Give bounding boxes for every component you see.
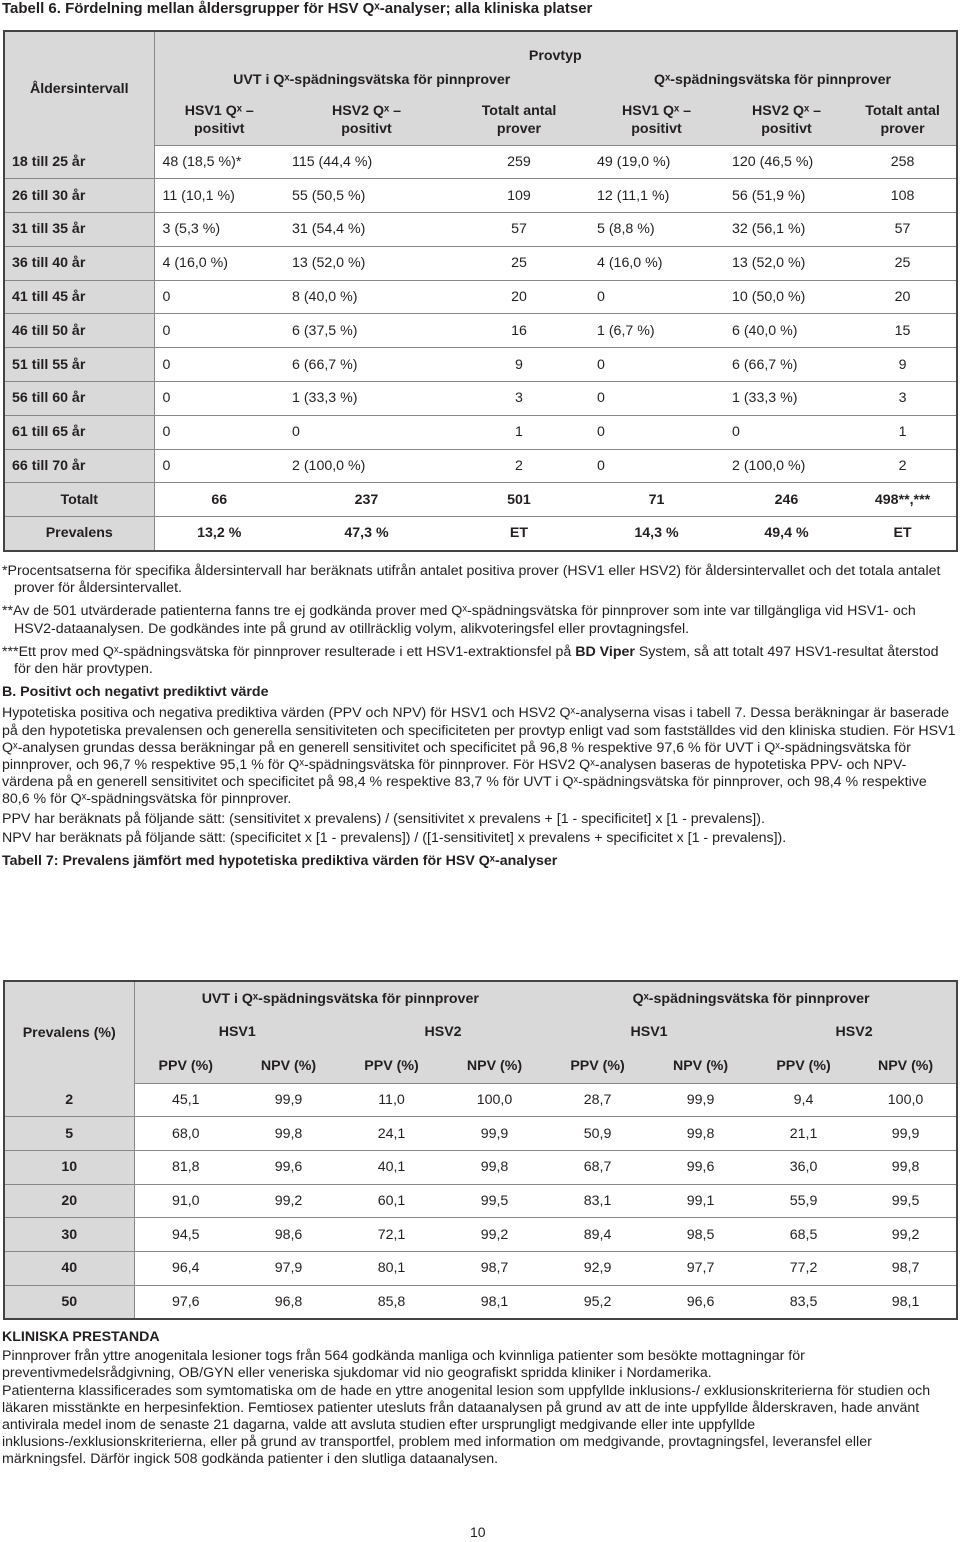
table-6-footnotes	[2, 563, 957, 870]
table-cell: 1	[449, 415, 589, 449]
col-hsv1-qx: HSV1 Qˣ – positivt	[589, 95, 724, 145]
table-cell: 4 (16,0 %)	[589, 246, 724, 280]
table-cell: 99,6	[237, 1150, 340, 1184]
row-label: 46 till 50 år	[4, 314, 154, 348]
table-row	[4, 517, 957, 551]
table-cell: 68,5	[752, 1218, 855, 1252]
table-cell: 108	[849, 179, 957, 213]
table-cell: 10 (50,0 %)	[724, 280, 849, 314]
age-interval-header: Åldersintervall	[4, 31, 154, 145]
col-total-qx: Totalt antal prover	[849, 95, 957, 145]
table-cell: 36,0	[752, 1150, 855, 1184]
table-cell: 91,0	[134, 1184, 237, 1218]
table-cell: 68,7	[546, 1150, 649, 1184]
table-cell: 14,3 %	[589, 517, 724, 551]
table-row	[4, 1184, 957, 1218]
table-cell: 0	[154, 280, 284, 314]
table-row	[4, 246, 957, 280]
table-cell: 99,6	[649, 1150, 752, 1184]
table-cell: 28,7	[546, 1083, 649, 1117]
table-cell: 60,1	[340, 1184, 443, 1218]
table-cell: 4 (16,0 %)	[154, 246, 284, 280]
table-cell: 6 (40,0 %)	[724, 314, 849, 348]
row-label: 56 till 60 år	[4, 382, 154, 416]
t7-uvt-header: UVT i Qˣ-spädningsvätska för pinnprover	[134, 981, 546, 1015]
page-title: Tabell 6. Fördelning mellan åldersgrupper för HSV Qˣ-analyser; alla kliniska platser	[2, 0, 593, 17]
table-cell: 80,1	[340, 1251, 443, 1285]
table-cell: 20	[449, 280, 589, 314]
table-cell: 57	[449, 213, 589, 247]
row-label: 66 till 70 år	[4, 449, 154, 483]
table-cell: 98,6	[237, 1218, 340, 1252]
table-cell: 6 (37,5 %)	[284, 314, 449, 348]
table-cell: 99,9	[237, 1083, 340, 1117]
table-cell: 99,8	[855, 1150, 957, 1184]
table-cell: 0	[154, 415, 284, 449]
table-cell: 259	[449, 145, 589, 179]
table-cell: 0	[589, 348, 724, 382]
table-cell: 1 (33,3 %)	[284, 382, 449, 416]
uvt-header: UVT i Qˣ-spädningsvätska för pinnprover	[154, 65, 589, 95]
table-cell: 9	[849, 348, 957, 382]
sample-type-header: Provtyp	[154, 31, 957, 65]
table-cell: 115 (44,4 %)	[284, 145, 449, 179]
row-label: 26 till 30 år	[4, 179, 154, 213]
table-cell: 99,9	[443, 1117, 546, 1151]
table-cell: 501	[449, 483, 589, 517]
table-cell: 11 (10,1 %)	[154, 179, 284, 213]
col-total-uvt: Totalt antal prover	[449, 95, 589, 145]
clinical-performance-section	[2, 1329, 957, 1469]
row-label: 18 till 25 år	[4, 145, 154, 179]
table-cell: 0	[589, 449, 724, 483]
table-cell: 57	[849, 213, 957, 247]
table-cell: 25	[849, 246, 957, 280]
table-cell: 25	[449, 246, 589, 280]
t7-hsv2-uvt: HSV2	[340, 1015, 546, 1049]
table-cell: 2 (100,0 %)	[724, 449, 849, 483]
table-cell: 55,9	[752, 1184, 855, 1218]
table-cell: 16	[449, 314, 589, 348]
table-cell: 99,5	[855, 1184, 957, 1218]
table-cell: 0	[154, 348, 284, 382]
table-cell: 83,5	[752, 1285, 855, 1319]
table-cell: 1 (33,3 %)	[724, 382, 849, 416]
table-cell: 1	[849, 415, 957, 449]
table-cell: 2	[849, 449, 957, 483]
table-cell: 71	[589, 483, 724, 517]
footnote-3: ***Ett prov med Qˣ-spädningsvätska för pinnprover resulterade i ett HSV1-extraktionsfel på BD Viper System, så att totalt 497 HSV1-resultat återstod för den här provtypen.	[2, 643, 939, 678]
prevalence-value: 30	[4, 1218, 134, 1252]
table-6-age-distribution	[3, 30, 958, 552]
table-cell: 13,2 %	[154, 517, 284, 551]
row-label: 36 till 40 år	[4, 246, 154, 280]
table-cell: 0	[589, 415, 724, 449]
table-cell: 8 (40,0 %)	[284, 280, 449, 314]
table-cell: 56 (51,9 %)	[724, 179, 849, 213]
table-cell: 66	[154, 483, 284, 517]
table-cell: 68,0	[134, 1117, 237, 1151]
table-cell: 97,7	[649, 1251, 752, 1285]
table-cell: 96,6	[649, 1285, 752, 1319]
footnote-1: *Procentsatserna för specifika åldersintervall har beräknats utifrån antalet positiva prover (HSV1 eller HSV2) för åldersintervallet och det totala antalet prover för åldersintervallet.	[2, 563, 941, 597]
t7-npv-header: NPV (%)	[237, 1049, 340, 1083]
table-cell: 98,7	[855, 1251, 957, 1285]
table-cell: 0	[154, 449, 284, 483]
table-row	[4, 314, 957, 348]
table-cell: 99,9	[649, 1083, 752, 1117]
footnote-2: **Av de 501 utvärderade patienterna fanns tre ej godkända prover med Qˣ-spädningsvätska för pinnprover som inte var tillgängliga vid HSV1- och HSV2-dataanalysen. De godkändes inte på grund av otillräcklig volym, alikvoteringsfel eller provtagningsfel.	[2, 603, 916, 637]
table-cell: 12 (11,1 %)	[589, 179, 724, 213]
section-b-paragraph: Hypotetiska positiva och negativa prediktiva värden (PPV och NPV) för HSV1 och HSV2 Qˣ-analyserna visas i tabell 7. Dessa beräkningar är baserade på den hypotetiska prevalensen och generella sensitiviteten och specificiteten per provtyp enligt vad som fastställdes vid den kliniska studien. För HSV1 Qˣ-analysen grundas dessa beräkningar på en generell sensitivitet och specificitet på 96,8 % respektive 97,6 % för UVT i Qˣ-spädningsvätska för pinnprover, och 96,7 % respektive 95,1 % för Qˣ-spädningsvätska för pinnprover. För HSV2 Qˣ-analysen baseras de hypotetiska PPV- och NPV-värdena på en generell sensitivitet och specificitet på 98,4 % respektive 83,7 % för UVT i Qˣ-spädningsvätska för pinnprover, och 98,4 % respektive 80,6 % för Qˣ-spädningsvätska för pinnprover.	[2, 705, 956, 808]
page-number: 10	[470, 1524, 486, 1540]
table-cell: 0	[589, 382, 724, 416]
table-cell: 47,3 %	[284, 517, 449, 551]
prevalence-value: 20	[4, 1184, 134, 1218]
clinical-paragraph-2: Patienterna klassificerades som symtomatiska om de hade en yttre anogenital lesion som uppfyllde inklusions-/ exklusionskriterierna för studien och läkaren misstänkte en herpesinfektion. Femtiosex patienter utesluts från dataanalysen på grund av att de inte uppfyllde ålderskraven, hade använt antivirala medel inom de senaste 21 dagarna, valde att avsluta studien efter ursprungligt medgivande eller inte uppfyllde inklusions-/exklusionskriterierna, eller på grund av transportfel, problem med information om medgivande, provtagningsfel, leveransfel eller märkningsfel. Därför ingick 508 godkända patienter i den slutliga dataanalysen.	[2, 1382, 931, 1468]
table-row	[4, 280, 957, 314]
table-cell: 85,8	[340, 1285, 443, 1319]
table-7-title: Tabell 7: Prevalens jämfört med hypotetiska prediktiva värden för HSV Qˣ-analyser	[2, 853, 558, 870]
prevalence-value: 40	[4, 1251, 134, 1285]
table-cell: 99,2	[237, 1184, 340, 1218]
row-label: Prevalens	[4, 517, 154, 551]
t7-hsv2-qx: HSV2	[752, 1015, 957, 1049]
section-b-heading: B. Positivt och negativt prediktivt värde	[2, 684, 269, 701]
col-hsv1-uvt: HSV1 Qˣ – positivt	[154, 95, 284, 145]
table-cell: 72,1	[340, 1218, 443, 1252]
table-cell: 0	[284, 415, 449, 449]
table-cell: 50,9	[546, 1117, 649, 1151]
table-row	[4, 348, 957, 382]
table-cell: 99,2	[855, 1218, 957, 1252]
table-cell: 9,4	[752, 1083, 855, 1117]
table-cell: 100,0	[855, 1083, 957, 1117]
table-row	[4, 382, 957, 416]
table-row	[4, 1117, 957, 1151]
table-cell: 13 (52,0 %)	[284, 246, 449, 280]
table-cell: 6 (66,7 %)	[724, 348, 849, 382]
prevalence-header: Prevalens (%)	[4, 981, 134, 1083]
table-row	[4, 1218, 957, 1252]
t7-ppv-header: PPV (%)	[752, 1049, 855, 1083]
t7-npv-header: NPV (%)	[443, 1049, 546, 1083]
t7-npv-header: NPV (%)	[649, 1049, 752, 1083]
table-cell: 3 (5,3 %)	[154, 213, 284, 247]
table-row	[4, 179, 957, 213]
table-cell: 109	[449, 179, 589, 213]
table-cell: 2	[449, 449, 589, 483]
prevalence-value: 5	[4, 1117, 134, 1151]
table-cell: 31 (54,4 %)	[284, 213, 449, 247]
row-label: 61 till 65 år	[4, 415, 154, 449]
t7-ppv-header: PPV (%)	[546, 1049, 649, 1083]
table-cell: 258	[849, 145, 957, 179]
table-cell: 0	[154, 314, 284, 348]
prevalence-value: 2	[4, 1083, 134, 1117]
row-label: Totalt	[4, 483, 154, 517]
table-cell: 3	[849, 382, 957, 416]
table-cell: 24,1	[340, 1117, 443, 1151]
table-row	[4, 483, 957, 517]
t7-hsv1-uvt: HSV1	[134, 1015, 340, 1049]
table-row	[4, 145, 957, 179]
table-cell: 99,9	[855, 1117, 957, 1151]
table-cell: 55 (50,5 %)	[284, 179, 449, 213]
table-cell: 97,9	[237, 1251, 340, 1285]
t7-hsv1-qx: HSV1	[546, 1015, 752, 1049]
row-label: 41 till 45 år	[4, 280, 154, 314]
table-row	[4, 449, 957, 483]
table-cell: 92,9	[546, 1251, 649, 1285]
table-cell: 2 (100,0 %)	[284, 449, 449, 483]
table-cell: 96,4	[134, 1251, 237, 1285]
table-cell: 0	[154, 382, 284, 416]
col-hsv2-qx: HSV2 Qˣ – positivt	[724, 95, 849, 145]
table-cell: ET	[849, 517, 957, 551]
clinical-paragraph-1: Pinnprover från yttre anogenitala lesioner togs från 564 godkända manliga och kvinnliga patienter som besökte mottagningar för preventivmedelsrådgivning, OB/GYN eller veneriska sjukdomar vid nio geografiskt spridda kliniker i Nordamerika.	[2, 1348, 805, 1382]
table-cell: 11,0	[340, 1083, 443, 1117]
table-cell: 120 (46,5 %)	[724, 145, 849, 179]
t7-ppv-header: PPV (%)	[134, 1049, 237, 1083]
table-row	[4, 1251, 957, 1285]
table-cell: 96,8	[237, 1285, 340, 1319]
table-row	[4, 1083, 957, 1117]
table-cell: 99,1	[649, 1184, 752, 1218]
row-label: 31 till 35 år	[4, 213, 154, 247]
ppv-formula: PPV har beräknats på följande sätt: (sensitivitet x prevalens) / (sensitivitet x prevalens + [1 - specificitet] x [1 - prevalens]).	[2, 810, 765, 827]
table-cell: 1 (6,7 %)	[589, 314, 724, 348]
table-cell: 20	[849, 280, 957, 314]
table-cell: 83,1	[546, 1184, 649, 1218]
table-cell: 99,8	[237, 1117, 340, 1151]
table-row	[4, 1150, 957, 1184]
table-cell: 0	[724, 415, 849, 449]
table-cell: 49,4 %	[724, 517, 849, 551]
table-cell: 45,1	[134, 1083, 237, 1117]
table-cell: 98,5	[649, 1218, 752, 1252]
table-cell: 3	[449, 382, 589, 416]
table-cell: 81,8	[134, 1150, 237, 1184]
table-cell: 32 (56,1 %)	[724, 213, 849, 247]
qx-header: Qˣ-spädningsvätska för pinnprover	[589, 65, 957, 95]
table-row	[4, 415, 957, 449]
table-cell: 49 (19,0 %)	[589, 145, 724, 179]
table-cell: 99,8	[443, 1150, 546, 1184]
table-cell: 98,1	[443, 1285, 546, 1319]
table-cell: 6 (66,7 %)	[284, 348, 449, 382]
table-cell: 5 (8,8 %)	[589, 213, 724, 247]
clinical-heading: KLINISKA PRESTANDA	[2, 1329, 160, 1345]
table-cell: 498**,***	[849, 483, 957, 517]
table-cell: 21,1	[752, 1117, 855, 1151]
table-cell: 95,2	[546, 1285, 649, 1319]
table-cell: ET	[449, 517, 589, 551]
t7-ppv-header: PPV (%)	[340, 1049, 443, 1083]
t7-npv-header: NPV (%)	[855, 1049, 957, 1083]
t7-qx-header: Qˣ-spädningsvätska för pinnprover	[546, 981, 957, 1015]
table-cell: 98,1	[855, 1285, 957, 1319]
table-cell: 246	[724, 483, 849, 517]
prevalence-value: 50	[4, 1285, 134, 1319]
col-hsv2-uvt: HSV2 Qˣ – positivt	[284, 95, 449, 145]
table-cell: 99,5	[443, 1184, 546, 1218]
prevalence-value: 10	[4, 1150, 134, 1184]
table-row	[4, 213, 957, 247]
table-cell: 0	[589, 280, 724, 314]
table-cell: 9	[449, 348, 589, 382]
table-cell: 97,6	[134, 1285, 237, 1319]
table-cell: 237	[284, 483, 449, 517]
table-cell: 77,2	[752, 1251, 855, 1285]
table-cell: 94,5	[134, 1218, 237, 1252]
table-row	[4, 1285, 957, 1319]
npv-formula: NPV har beräknats på följande sätt: (specificitet x [1 - prevalens]) / ([1-sensitivitet] x prevalens + specificitet x [1 - prevalens]).	[2, 829, 787, 846]
table-cell: 100,0	[443, 1083, 546, 1117]
table-cell: 98,7	[443, 1251, 546, 1285]
table-cell: 89,4	[546, 1218, 649, 1252]
row-label: 51 till 55 år	[4, 348, 154, 382]
table-cell: 48 (18,5 %)*	[154, 145, 284, 179]
table-cell: 13 (52,0 %)	[724, 246, 849, 280]
table-7-predictive-values	[3, 980, 958, 1320]
table-cell: 99,8	[649, 1117, 752, 1151]
table-cell: 15	[849, 314, 957, 348]
table-cell: 99,2	[443, 1218, 546, 1252]
table-cell: 40,1	[340, 1150, 443, 1184]
